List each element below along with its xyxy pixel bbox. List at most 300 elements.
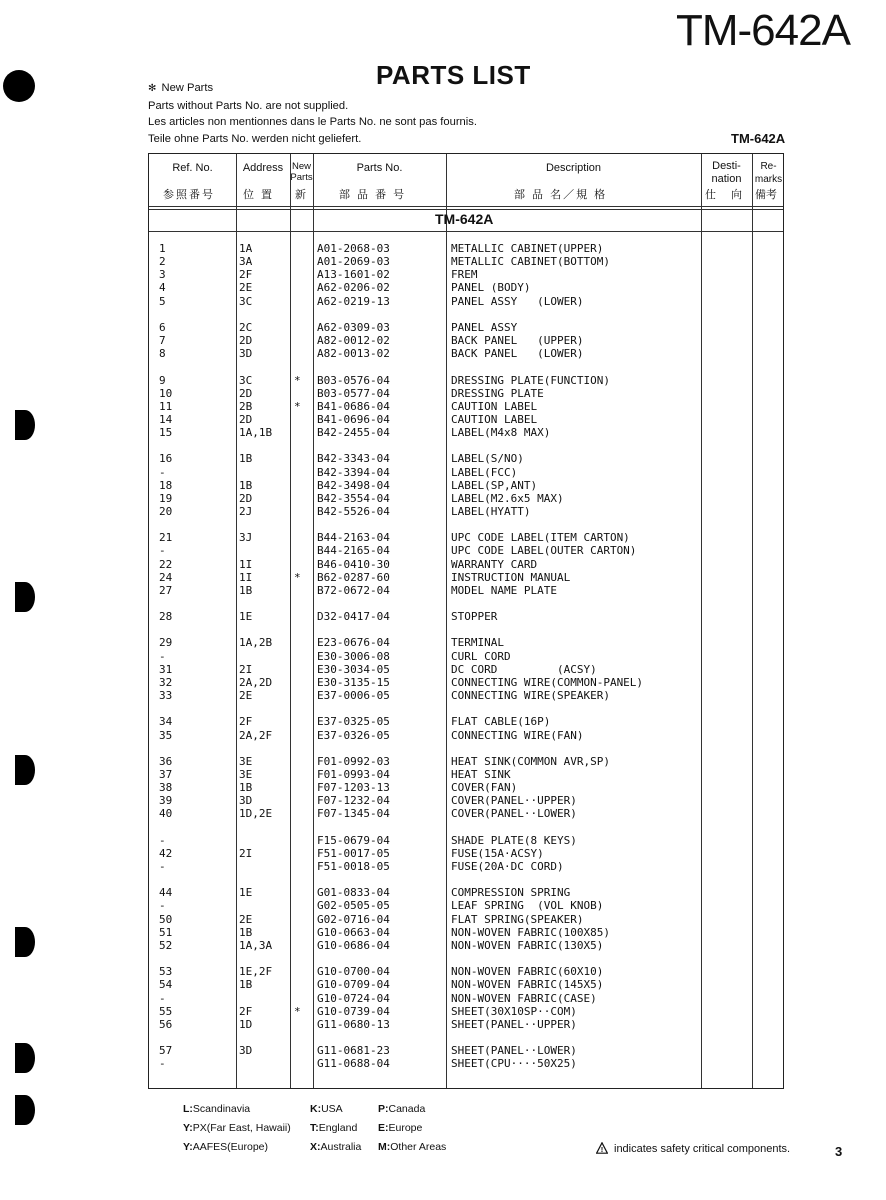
legend-name: Scandinavia: [192, 1103, 251, 1115]
table-row: [149, 610, 783, 623]
table-row: [149, 1005, 783, 1018]
ref-no-cell: 21: [159, 531, 173, 544]
legend-name: USA: [321, 1103, 343, 1115]
note-french: Les articles non mentionnes dans le Parts No. ne sont pas fournis.: [148, 116, 477, 129]
table-row: [149, 650, 783, 663]
legend-p: [378, 1103, 425, 1115]
description-cell: DRESSING PLATE: [451, 387, 544, 400]
parts-no-cell: A13-1601-02: [317, 268, 390, 281]
parts-no-cell: A82-0013-02: [317, 347, 390, 360]
ref-no-cell: 27: [159, 584, 173, 597]
parts-no-cell: B42-2455-04: [317, 426, 390, 439]
ref-no-cell: -: [159, 650, 166, 663]
ref-no-cell: 11: [159, 400, 173, 413]
address-cell: 1B: [239, 452, 253, 465]
address-cell: 1B: [239, 978, 253, 991]
ref-no-cell: -: [159, 544, 166, 557]
header-divider: [149, 209, 783, 210]
punch-hole: [15, 582, 35, 612]
parts-no-cell: G02-0716-04: [317, 913, 390, 926]
description-cell: PANEL (BODY): [451, 281, 531, 294]
address-cell: 2J: [239, 505, 253, 518]
legend-l: [183, 1103, 250, 1115]
description-cell: CURL CORD: [451, 650, 511, 663]
table-row: [149, 281, 783, 294]
table-row: [149, 781, 783, 794]
description-cell: CONNECTING WIRE(SPEAKER): [451, 689, 610, 702]
ref-no-cell: 33: [159, 689, 173, 702]
new-parts-note: [148, 80, 477, 98]
address-cell: 1I: [239, 571, 253, 584]
parts-no-cell: A62-0219-13: [317, 295, 390, 308]
ref-no-cell: -: [159, 834, 166, 847]
address-cell: 3A: [239, 255, 253, 268]
ref-no-cell: 38: [159, 781, 173, 794]
header-remarks-jp: 備考: [755, 189, 777, 201]
legend-code: E:: [378, 1122, 389, 1134]
description-cell: SHEET(CPU····50X25): [451, 1057, 577, 1070]
description-cell: METALLIC CABINET(UPPER): [451, 242, 604, 255]
punch-hole: [15, 1043, 35, 1073]
table-row: [149, 347, 783, 360]
address-cell: 3J: [239, 531, 253, 544]
parts-no-cell: E30-3034-05: [317, 663, 390, 676]
ref-no-cell: -: [159, 899, 166, 912]
legend-code: L:: [183, 1103, 193, 1115]
ref-no-cell: 29: [159, 636, 173, 649]
parts-no-cell: A01-2068-03: [317, 242, 390, 255]
section-divider: [149, 231, 783, 232]
table-row: [149, 992, 783, 1005]
table-row: [149, 939, 783, 952]
description-cell: METALLIC CABINET(BOTTOM): [451, 255, 610, 268]
ref-no-cell: -: [159, 860, 166, 873]
address-cell: 2D: [239, 334, 253, 347]
description-cell: NON-WOVEN FABRIC(130X5): [451, 939, 604, 952]
parts-no-cell: B72-0672-04: [317, 584, 390, 597]
warning-triangle-icon: [596, 1142, 608, 1154]
asterisk-icon: ✻: [148, 83, 157, 94]
note-german: Teile ohne Parts No. werden nicht geliefert.: [148, 132, 362, 145]
address-cell: 3C: [239, 374, 253, 387]
parts-no-cell: F51-0017-05: [317, 847, 390, 860]
table-row: [149, 374, 783, 387]
address-cell: 3C: [239, 295, 253, 308]
legend-code: Y:: [183, 1141, 193, 1153]
ref-no-cell: 39: [159, 794, 173, 807]
parts-no-cell: E30-3135-15: [317, 676, 390, 689]
parts-no-cell: B42-3394-04: [317, 466, 390, 479]
table-row: [149, 1057, 783, 1070]
new-parts-cell: *: [294, 571, 301, 584]
description-cell: CAUTION LABEL: [451, 400, 538, 413]
header-description-jp: 部 品 名／規 格: [514, 189, 608, 201]
address-cell: 2A,2F: [239, 729, 273, 742]
ref-no-cell: 8: [159, 347, 166, 360]
ref-no-cell: -: [159, 992, 166, 1005]
table-row: [149, 965, 783, 978]
legend-e: [378, 1122, 422, 1134]
description-cell: HEAT SINK(COMMON AVR,SP): [451, 755, 610, 768]
description-cell: PANEL ASSY (LOWER): [451, 295, 584, 308]
legend-name: AAFES(Europe): [192, 1141, 269, 1153]
header-parts-no: Parts No.: [356, 162, 403, 174]
parts-no-cell: G01-0833-04: [317, 886, 390, 899]
legend-code: P:: [378, 1103, 389, 1115]
description-cell: BACK PANEL (UPPER): [451, 334, 584, 347]
table-row: [149, 978, 783, 991]
parts-no-cell: F01-0992-03: [317, 755, 390, 768]
parts-no-cell: B41-0686-04: [317, 400, 390, 413]
parts-no-cell: G10-0686-04: [317, 939, 390, 952]
ref-no-cell: 44: [159, 886, 173, 899]
ref-no-cell: 42: [159, 847, 173, 860]
parts-no-cell: F07-1345-04: [317, 807, 390, 820]
address-cell: 1A,1B: [239, 426, 273, 439]
table-row: [149, 834, 783, 847]
parts-no-cell: G10-0663-04: [317, 926, 390, 939]
punch-hole: [15, 410, 35, 440]
parts-no-cell: F01-0993-04: [317, 768, 390, 781]
parts-no-cell: A62-0206-02: [317, 281, 390, 294]
description-cell: NON-WOVEN FABRIC(60X10): [451, 965, 604, 978]
parts-no-cell: E30-3006-08: [317, 650, 390, 663]
description-cell: SHEET(PANEL··UPPER): [451, 1018, 577, 1031]
description-cell: NON-WOVEN FABRIC(CASE): [451, 992, 597, 1005]
new-parts-cell: *: [294, 400, 301, 413]
table-row: [149, 584, 783, 597]
punch-hole: [15, 927, 35, 957]
header-new-parts: [290, 161, 313, 183]
table-row: [149, 926, 783, 939]
table-row: [149, 531, 783, 544]
parts-no-cell: G11-0680-13: [317, 1018, 390, 1031]
address-cell: 2E: [239, 281, 253, 294]
description-cell: LABEL(M4x8 MAX): [451, 426, 551, 439]
description-cell: CAUTION LABEL: [451, 413, 538, 426]
ref-no-cell: 28: [159, 610, 173, 623]
ref-no-cell: 20: [159, 505, 173, 518]
table-row: [149, 807, 783, 820]
parts-no-cell: A82-0012-02: [317, 334, 390, 347]
header-new-parts-jp: 新: [295, 189, 308, 201]
description-cell: SHADE PLATE(8 KEYS): [451, 834, 577, 847]
table-row: [149, 492, 783, 505]
table-row: [149, 334, 783, 347]
parts-no-cell: G10-0709-04: [317, 978, 390, 991]
ref-no-cell: 50: [159, 913, 173, 926]
description-cell: CONNECTING WIRE(FAN): [451, 729, 584, 742]
address-cell: 1B: [239, 584, 253, 597]
description-cell: STOPPER: [451, 610, 498, 623]
ref-no-cell: 4: [159, 281, 166, 294]
ref-no-cell: 5: [159, 295, 166, 308]
address-cell: 1A,2B: [239, 636, 273, 649]
description-cell: LEAF SPRING (VOL KNOB): [451, 899, 604, 912]
model-header: TM-642A: [676, 6, 850, 55]
description-cell: TERMINAL: [451, 636, 504, 649]
address-cell: 2F: [239, 1005, 253, 1018]
table-row: [149, 558, 783, 571]
legend-name: Canada: [388, 1103, 426, 1115]
description-cell: LABEL(M2.6x5 MAX): [451, 492, 564, 505]
parts-no-cell: B42-5526-04: [317, 505, 390, 518]
description-cell: FREM: [451, 268, 478, 281]
parts-no-cell: B03-0577-04: [317, 387, 390, 400]
description-cell: NON-WOVEN FABRIC(100X85): [451, 926, 610, 939]
parts-no-cell: B42-3554-04: [317, 492, 390, 505]
description-cell: FLAT CABLE(16P): [451, 715, 551, 728]
address-cell: 1D,2E: [239, 807, 273, 820]
description-cell: LABEL(FCC): [451, 466, 518, 479]
header-destination-jp: 仕 向: [705, 189, 749, 201]
legend-name: Europe: [388, 1122, 423, 1134]
header-remarks-line2: marks: [754, 174, 783, 185]
header-parts-no-jp: 部 品 番 号: [339, 189, 407, 201]
parts-no-cell: F15-0679-04: [317, 834, 390, 847]
header-destination-line2: nation: [711, 173, 742, 185]
note-english: Parts without Parts No. are not supplied.: [148, 99, 349, 112]
legend-k: [310, 1103, 343, 1115]
ref-no-cell: 16: [159, 452, 173, 465]
address-cell: 1I: [239, 558, 253, 571]
table-row: [149, 676, 783, 689]
parts-no-cell: B44-2165-04: [317, 544, 390, 557]
parts-no-cell: G11-0688-04: [317, 1057, 390, 1070]
punch-hole: [15, 755, 35, 785]
table-row: [149, 268, 783, 281]
table-row: [149, 899, 783, 912]
page-title: PARTS LIST: [376, 60, 531, 90]
header-ref-no: Ref. No.: [172, 162, 213, 174]
address-cell: 2E: [239, 689, 253, 702]
header-new-line1: New: [291, 161, 311, 172]
ref-no-cell: 37: [159, 768, 173, 781]
ref-no-cell: 34: [159, 715, 173, 728]
legend-y-px: [183, 1122, 291, 1134]
parts-no-cell: G10-0724-04: [317, 992, 390, 1005]
address-cell: 3E: [239, 755, 253, 768]
table-row: [149, 729, 783, 742]
legend-code: X:: [310, 1141, 321, 1153]
ref-no-cell: 1: [159, 242, 166, 255]
legend-code: T:: [310, 1122, 319, 1134]
safety-note-text: indicates safety critical components.: [614, 1143, 791, 1155]
table-row: [149, 255, 783, 268]
parts-no-cell: F07-1203-13: [317, 781, 390, 794]
address-cell: 2B: [239, 400, 253, 413]
ref-no-cell: 56: [159, 1018, 173, 1031]
description-cell: HEAT SINK: [451, 768, 511, 781]
address-cell: 3D: [239, 347, 253, 360]
description-cell: FUSE(15A·ACSY): [451, 847, 544, 860]
address-cell: 1B: [239, 781, 253, 794]
parts-no-cell: G10-0700-04: [317, 965, 390, 978]
table-row: [149, 689, 783, 702]
parts-no-cell: E37-0326-05: [317, 729, 390, 742]
address-cell: 2C: [239, 321, 253, 334]
ref-no-cell: 3: [159, 268, 166, 281]
ref-no-cell: 19: [159, 492, 173, 505]
ref-no-cell: 52: [159, 939, 173, 952]
ref-no-cell: 54: [159, 978, 173, 991]
legend-x: [310, 1141, 361, 1153]
description-cell: BACK PANEL (LOWER): [451, 347, 584, 360]
address-cell: 1B: [239, 479, 253, 492]
table-row: [149, 860, 783, 873]
table-row: [149, 452, 783, 465]
table-row: [149, 847, 783, 860]
parts-no-cell: E37-0006-05: [317, 689, 390, 702]
description-cell: COMPRESSION SPRING: [451, 886, 571, 899]
ref-no-cell: 35: [159, 729, 173, 742]
address-cell: 2I: [239, 663, 253, 676]
table-row: [149, 886, 783, 899]
ref-no-cell: 6: [159, 321, 166, 334]
ref-no-cell: 9: [159, 374, 166, 387]
ref-no-cell: 14: [159, 413, 173, 426]
description-cell: SHEET(PANEL··LOWER): [451, 1044, 577, 1057]
ref-no-cell: 53: [159, 965, 173, 978]
parts-no-cell: B41-0696-04: [317, 413, 390, 426]
legend-y-aafes: [183, 1141, 268, 1153]
ref-no-cell: 15: [159, 426, 173, 439]
table-row: [149, 242, 783, 255]
legend-code: M:: [378, 1141, 391, 1153]
ref-no-cell: 2: [159, 255, 166, 268]
parts-no-cell: E23-0676-04: [317, 636, 390, 649]
new-parts-label: New Parts: [161, 82, 214, 94]
ref-no-cell: 57: [159, 1044, 173, 1057]
table-row: [149, 426, 783, 439]
ref-no-cell: -: [159, 466, 166, 479]
parts-no-cell: B44-2163-04: [317, 531, 390, 544]
parts-no-cell: A01-2069-03: [317, 255, 390, 268]
address-cell: 2D: [239, 387, 253, 400]
header-new-line2: Parts: [290, 172, 313, 183]
ref-no-cell: 31: [159, 663, 173, 676]
description-cell: PANEL ASSY: [451, 321, 518, 334]
address-cell: 1E: [239, 610, 253, 623]
description-cell: LABEL(S/NO): [451, 452, 524, 465]
punch-hole: [15, 1095, 35, 1125]
legend-name: England: [318, 1122, 358, 1134]
header-description: Description: [545, 162, 602, 174]
table-row: [149, 913, 783, 926]
parts-no-cell: B42-3498-04: [317, 479, 390, 492]
ref-no-cell: 51: [159, 926, 173, 939]
address-cell: 3D: [239, 794, 253, 807]
parts-no-cell: G11-0681-23: [317, 1044, 390, 1057]
parts-no-cell: B42-3343-04: [317, 452, 390, 465]
table-row: [149, 413, 783, 426]
description-cell: COVER(FAN): [451, 781, 518, 794]
header-destination: [701, 160, 752, 186]
address-cell: 1A,3A: [239, 939, 273, 952]
table-row: [149, 544, 783, 557]
parts-no-cell: B46-0410-30: [317, 558, 390, 571]
header-divider: [149, 206, 783, 207]
description-cell: FUSE(20A·DC CORD): [451, 860, 564, 873]
parts-table: [148, 153, 784, 1089]
legend-m: [378, 1141, 446, 1153]
punch-hole: [3, 70, 35, 102]
svg-text:!: !: [600, 1145, 604, 1154]
description-cell: SHEET(30X10SP··COM): [451, 1005, 577, 1018]
address-cell: 1E,2F: [239, 965, 273, 978]
ref-no-cell: 24: [159, 571, 173, 584]
parts-no-cell: G10-0739-04: [317, 1005, 390, 1018]
address-cell: 1E: [239, 886, 253, 899]
table-row: [149, 663, 783, 676]
table-row: [149, 400, 783, 413]
ref-no-cell: 32: [159, 676, 173, 689]
table-row: [149, 636, 783, 649]
description-cell: NON-WOVEN FABRIC(145X5): [451, 978, 604, 991]
description-cell: LABEL(HYATT): [451, 505, 531, 518]
address-cell: 2I: [239, 847, 253, 860]
parts-no-cell: F07-1232-04: [317, 794, 390, 807]
description-cell: COVER(PANEL··UPPER): [451, 794, 577, 807]
legend-t: [310, 1122, 357, 1134]
address-cell: 3D: [239, 1044, 253, 1057]
address-cell: 2E: [239, 913, 253, 926]
table-row: [149, 321, 783, 334]
table-row: [149, 505, 783, 518]
parts-no-cell: B03-0576-04: [317, 374, 390, 387]
table-row: [149, 755, 783, 768]
table-row: [149, 1044, 783, 1057]
new-parts-cell: *: [294, 1005, 301, 1018]
table-row: [149, 1018, 783, 1031]
address-cell: 1D: [239, 1018, 253, 1031]
description-cell: WARRANTY CARD: [451, 558, 538, 571]
legend-code: Y:: [183, 1122, 193, 1134]
parts-no-cell: E37-0325-05: [317, 715, 390, 728]
address-cell: 2A,2D: [239, 676, 273, 689]
address-cell: 2F: [239, 715, 253, 728]
header-address-jp: 位 置: [243, 189, 275, 201]
ref-no-cell: -: [159, 1057, 166, 1070]
notes-block: [148, 80, 477, 147]
address-cell: 1A: [239, 242, 253, 255]
address-cell: 1B: [239, 926, 253, 939]
description-cell: UPC CODE LABEL(OUTER CARTON): [451, 544, 637, 557]
parts-no-cell: G02-0505-05: [317, 899, 390, 912]
description-cell: LABEL(SP,ANT): [451, 479, 538, 492]
description-cell: FLAT SPRING(SPEAKER): [451, 913, 584, 926]
section-title: TM-642A: [435, 211, 494, 227]
description-cell: DC CORD (ACSY): [451, 663, 597, 676]
description-cell: DRESSING PLATE(FUNCTION): [451, 374, 610, 387]
table-row: [149, 768, 783, 781]
model-label: TM-642A: [731, 131, 786, 146]
address-cell: 3E: [239, 768, 253, 781]
table-row: [149, 571, 783, 584]
description-cell: UPC CODE LABEL(ITEM CARTON): [451, 531, 630, 544]
table-row: [149, 794, 783, 807]
description-cell: COVER(PANEL··LOWER): [451, 807, 577, 820]
table-row: [149, 295, 783, 308]
new-parts-cell: *: [294, 374, 301, 387]
legend-name: Australia: [320, 1141, 362, 1153]
ref-no-cell: 10: [159, 387, 173, 400]
table-row: [149, 387, 783, 400]
header-remarks-line1: Re-: [760, 161, 777, 172]
description-cell: INSTRUCTION MANUAL: [451, 571, 571, 584]
ref-no-cell: 18: [159, 479, 173, 492]
legend-name: PX(Far East, Hawaii): [192, 1122, 291, 1134]
